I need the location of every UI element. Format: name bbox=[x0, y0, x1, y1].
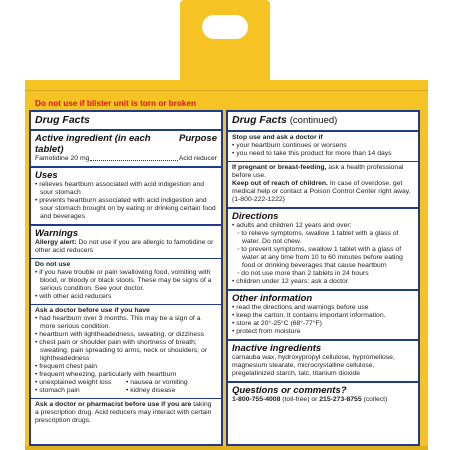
directions-item: ◦ to prevent symptoms, swallow 1 tablet with a glass of water at any time from 10 to 60 minutes before eating food or drinking beverages that cause heartburn bbox=[237, 246, 403, 269]
panel-title-continued: (continued) bbox=[289, 115, 338, 126]
do-not-use-item: • with other acid reducers bbox=[35, 293, 112, 300]
pregnant-heading: If pregnant or breast-feeding, bbox=[232, 164, 327, 171]
ask-doctor-item: • had heartburn over 3 months. This may be a sign of a more serious condition. bbox=[35, 315, 201, 330]
keep-away-heading: Keep out of reach of children. bbox=[232, 180, 328, 187]
phone-collect-note: (collect) bbox=[363, 396, 388, 403]
drug-facts-panel-right bbox=[226, 110, 420, 446]
directions-item: • children under 12 years: ask a doctor bbox=[232, 278, 349, 285]
flap-line bbox=[25, 90, 428, 91]
directions-item: • adults and children 12 years and over: bbox=[232, 222, 352, 229]
ask-doctor-item: • unexplained weight loss bbox=[35, 379, 112, 386]
inactive-heading: Inactive ingredients bbox=[232, 343, 322, 354]
do-not-use-heading: Do not use bbox=[35, 261, 71, 268]
uses-item: • prevents heartburn associated with acid indigestion and sour stomach brought on by eating or drinking certain food and beverages bbox=[35, 197, 216, 220]
hang-hole bbox=[202, 15, 248, 39]
purpose-heading: Purpose bbox=[178, 133, 217, 144]
pharmacist-text: taking a prescription drug. Acid reducers may interact with certain prescription drugs. bbox=[35, 401, 212, 424]
uses-item: • relieves heartburn associated with acid indigestion and sour stomach bbox=[35, 181, 205, 196]
panel-title: Drug Facts bbox=[232, 114, 287, 126]
phone-tollfree: 1-800-755-4008 bbox=[232, 396, 281, 403]
pregnant-text: ask a health professional before use. bbox=[232, 164, 404, 179]
ask-doctor-item: • heartburn with lightheadedness, sweating, or dizziness bbox=[35, 331, 204, 338]
uses-heading: Uses bbox=[35, 170, 58, 181]
other-info-item: • protect from moisture bbox=[232, 328, 301, 335]
ask-doctor-heading: Ask a doctor before use if you have bbox=[35, 307, 150, 314]
active-ingredient-heading: Active ingredient (in each tablet) bbox=[35, 133, 151, 155]
ask-doctor-item: • kidney disease bbox=[126, 387, 176, 394]
ask-doctor-item: • frequent wheezing, particularly with heartburn bbox=[35, 371, 177, 378]
stop-use-item: • you need to take this product for more than 14 days bbox=[232, 150, 392, 157]
stop-use-item: • your heartburn continues or worsens bbox=[232, 142, 347, 149]
phone-collect: 215-273-8755 bbox=[319, 396, 362, 403]
panel-title: Drug Facts bbox=[35, 114, 90, 126]
keep-away-text: In case of overdose, get medical help or contact a Poison Control Center right away. (1-800-222-1222) bbox=[232, 180, 411, 203]
blister-warning: Do not use if blister unit is torn or broken bbox=[27, 98, 425, 110]
active-ingredient-row bbox=[35, 155, 217, 163]
ask-doctor-item: • stomach pain bbox=[35, 387, 80, 394]
ask-doctor-item: • chest pain or shoulder pain with shortness of breath; sweating; pain spreading to arms, neck or shoulders; or lightheadedness bbox=[35, 339, 207, 362]
allergy-label: Allergy alert: bbox=[35, 239, 77, 246]
allergy-text: Do not use if you are allergic to famotidine or other acid reducers bbox=[35, 239, 214, 254]
inactive-text: carnauba wax, hydroxypropyl cellulose, hypromellose, magnesium stearate, microcrystalline cellulose, pregelatinized starch, talc, titanium dioxide bbox=[232, 354, 395, 377]
stop-use-heading: Stop use and ask a doctor if bbox=[232, 134, 323, 141]
other-info-heading: Other information bbox=[232, 293, 313, 304]
directions-item: ◦ do not use more than 2 tablets in 24 hours bbox=[237, 270, 369, 277]
other-info-item: • keep the carton. It contains important information. bbox=[232, 312, 386, 319]
do-not-use-item: • if you have trouble or pain swallowing food, vomiting with blood, or bloody or black stools. These may be signs of a serious condition. See your doctor. bbox=[35, 269, 212, 292]
other-info-item: • store at 20°-25°C (68°-77°F) bbox=[232, 320, 322, 327]
ask-doctor-item: • frequent chest pain bbox=[35, 363, 98, 370]
directions-item: ◦ to relieve symptoms, swallow 1 tablet with a glass of water. Do not chew. bbox=[237, 230, 399, 245]
other-info-item: • read the directions and warnings before use bbox=[232, 304, 369, 311]
ask-doctor-item: • nausea or vomiting bbox=[126, 379, 188, 386]
warnings-heading: Warnings bbox=[35, 228, 79, 239]
box-bottom-edge bbox=[25, 446, 428, 450]
questions-heading: Questions or comments? bbox=[232, 385, 347, 396]
phone-tollfree-note: (toll-free) or bbox=[282, 396, 318, 403]
purpose-value: Acid reducer bbox=[178, 155, 217, 162]
drug-facts-panel-left bbox=[29, 110, 223, 446]
pharmacist-heading: Ask a doctor or pharmacist before use if you are bbox=[35, 401, 192, 408]
directions-heading: Directions bbox=[232, 211, 279, 222]
active-ingredient: Famotidine 20 mg bbox=[35, 155, 90, 162]
